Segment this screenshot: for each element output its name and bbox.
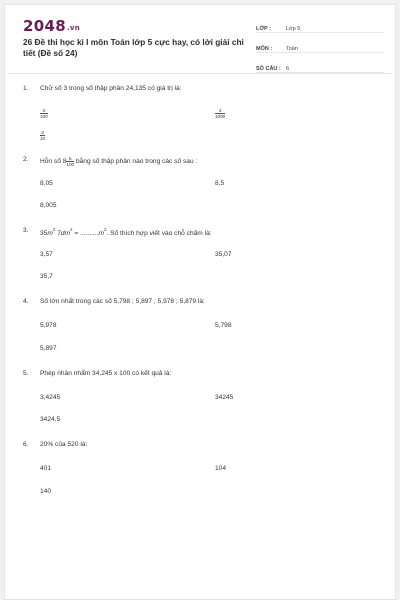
meta-count-value: 6 <box>286 66 290 72</box>
meta-grade-value: Lớp 5 <box>286 26 301 32</box>
question-text-post: . Số thích hợp viết vào chỗ chấm là: <box>106 230 212 237</box>
meta-question-count <box>256 59 384 73</box>
worksheet-page <box>4 4 396 600</box>
question-2-option-c[interactable]: 8,005 <box>40 202 57 209</box>
expr-sq-3: 2 <box>103 227 107 232</box>
question-5-option-c[interactable]: 3424,5 <box>40 416 61 423</box>
question-1-stem <box>23 85 383 92</box>
question-2-stem <box>23 156 383 167</box>
logo-suffix: .vn <box>66 24 81 32</box>
meta-subject <box>256 39 384 53</box>
expr-unit-1: m <box>47 230 53 237</box>
question-number: 6. <box>23 441 29 448</box>
question-4-stem <box>23 298 383 305</box>
fraction-denominator: 1000 <box>215 114 226 119</box>
fraction <box>40 108 48 119</box>
question-text: 20% của 520 là: <box>40 441 88 448</box>
expr-a: 35 <box>40 230 48 237</box>
question-6-stem <box>23 441 383 448</box>
question-4-option-c[interactable]: 5,897 <box>40 345 57 352</box>
meta-count-label: SỐ CÂU : <box>256 66 281 72</box>
question-number: 1. <box>23 85 29 92</box>
question-text: Phép nhân nhẩm 34,245 x 100 có kết quả là: <box>40 370 172 377</box>
logo-text: 2048 <box>23 17 66 35</box>
question-1-option-a[interactable] <box>40 108 48 119</box>
expr-blank: .......... <box>80 230 99 237</box>
mixed-whole: 8 <box>62 158 67 165</box>
question-1-option-b[interactable] <box>215 108 225 119</box>
question-3-option-c[interactable]: 35,7 <box>40 273 53 280</box>
meta-subject-value: Toán <box>286 46 298 52</box>
site-logo[interactable] <box>23 17 80 35</box>
question-text: Số lớn nhất trong các số 5,798 ; 5,897 ; 5,978 ; 5,879 là: <box>40 298 205 305</box>
fraction <box>215 108 225 119</box>
expr-equals: = <box>74 230 79 237</box>
worksheet-title: 26 Đề thi học kì I môn Toán lớp 5 cực hay, có lời giải chi tiết (Đề số 24) <box>23 37 244 58</box>
question-3-stem <box>23 227 383 237</box>
expr-unit-2: dm <box>60 230 71 237</box>
meta-subject-label: MÔN : <box>256 46 273 52</box>
fraction-denominator: 100 <box>40 114 48 119</box>
question-6-option-a[interactable]: 401 <box>40 465 52 472</box>
question-number: 4. <box>23 298 29 305</box>
question-text: Chữ số 3 trong số thập phân 24,135 có giá trị là: <box>40 85 182 92</box>
question-text-post: bằng số thập phân nào trong các số sau : <box>75 158 198 165</box>
expr-unit-3: m <box>98 230 104 237</box>
header-divider <box>9 73 391 74</box>
question-3-option-a[interactable]: 3,57 <box>40 251 53 258</box>
question-2-option-b[interactable]: 8,5 <box>215 180 225 187</box>
question-number: 2. <box>23 156 29 163</box>
fraction <box>66 156 74 167</box>
question-1-option-c[interactable] <box>40 130 45 141</box>
question-6-option-c[interactable]: 140 <box>40 488 52 495</box>
fraction-denominator: 100 <box>66 162 75 167</box>
question-5-option-b[interactable]: 34245 <box>215 394 234 401</box>
question-5-option-a[interactable]: 3,4245 <box>40 394 61 401</box>
question-4-option-b[interactable]: 5,798 <box>215 322 232 329</box>
question-2-option-a[interactable]: 8,05 <box>40 180 53 187</box>
worksheet-meta <box>256 19 384 79</box>
question-3-option-b[interactable]: 35,07 <box>215 251 232 258</box>
fraction-numerator: 3 <box>218 108 222 113</box>
expr-sq-1: 2 <box>52 227 56 232</box>
meta-grade <box>256 19 384 33</box>
question-5-stem <box>23 370 383 377</box>
expr-b: 7 <box>57 230 61 237</box>
question-number: 5. <box>23 370 29 377</box>
fraction-numerator: 5 <box>68 156 72 161</box>
question-number: 3. <box>23 227 29 234</box>
fraction-numerator: 3 <box>41 130 44 135</box>
question-text <box>40 227 383 237</box>
question-text-pre: Hỗn số <box>40 158 61 165</box>
question-text <box>40 156 383 167</box>
fraction <box>40 130 45 141</box>
question-6-option-b[interactable]: 104 <box>215 465 227 472</box>
fraction-denominator: 10 <box>40 136 46 141</box>
mixed-number <box>63 156 74 167</box>
meta-grade-label: LỚP : <box>256 26 271 32</box>
question-4-option-a[interactable]: 5,978 <box>40 322 57 329</box>
expr-sq-2: 2 <box>70 227 73 232</box>
fraction-numerator: 3 <box>42 108 46 113</box>
